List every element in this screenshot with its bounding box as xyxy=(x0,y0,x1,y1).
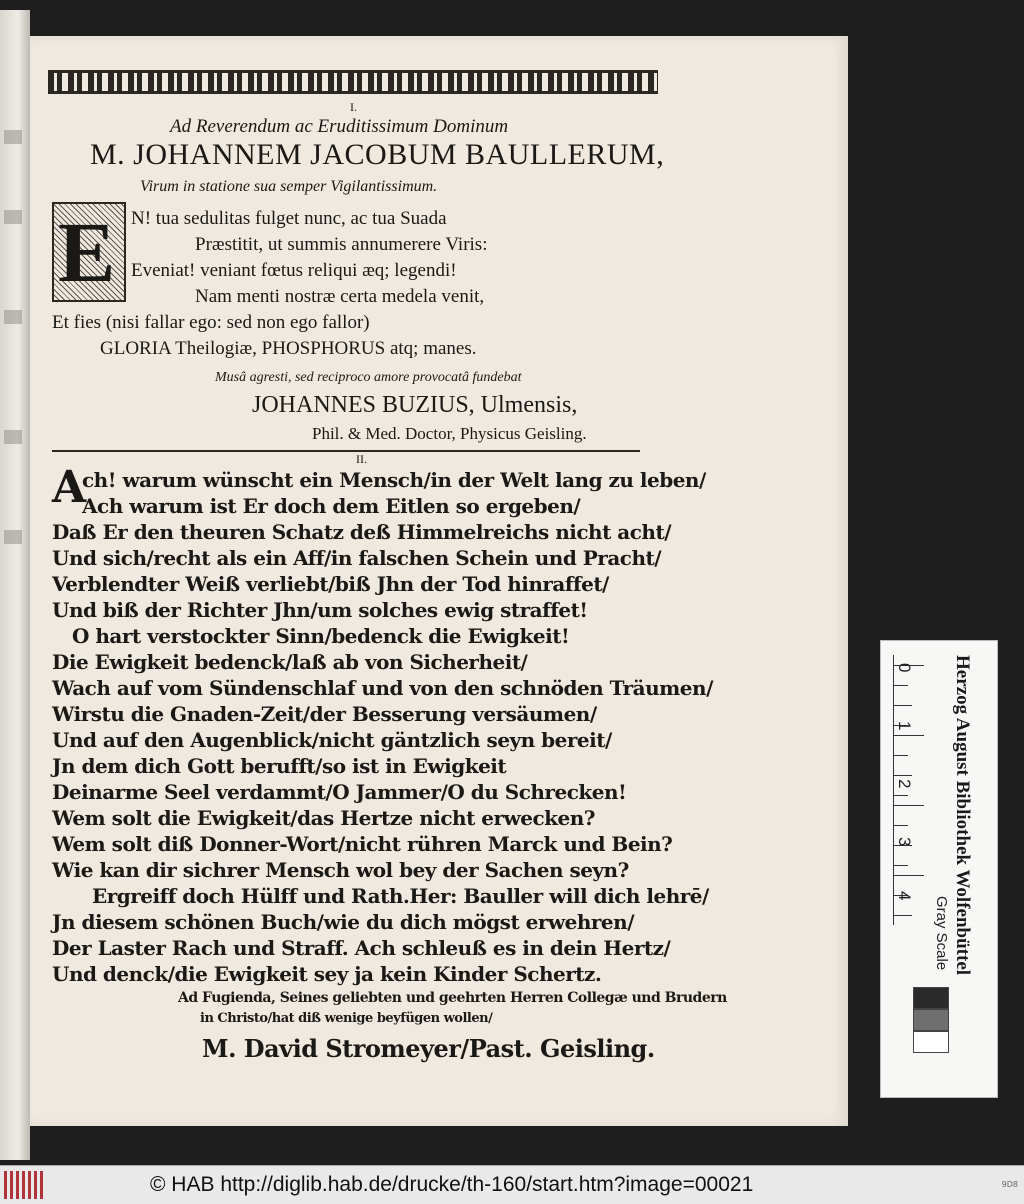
ruler-number: 1 xyxy=(895,721,914,731)
german-verse: Ach warum ist Er doch dem Eitlen so ergeben/ xyxy=(82,494,581,518)
hab-logo-icon xyxy=(4,1171,44,1199)
cm-ruler xyxy=(893,655,934,925)
german-verse: Und biß der Richter Jhn/um solches ewig straffet! xyxy=(52,598,588,622)
latin-verse: N! tua sedulitas fulget nunc, ac tua Suada xyxy=(131,208,447,229)
german-verse: Deinarme Seel verdammt/O Jammer/O du Schrecken! xyxy=(52,780,627,804)
german-verse: Die Ewigkeit bedenck/laß ab von Sicherheit/ xyxy=(52,650,528,674)
german-verse: O hart verstockter Sinn/bedenck die Ewigkeit! xyxy=(72,624,570,648)
author1-note: Musâ agresti, sed reciproco amore provocatâ fundebat xyxy=(215,370,522,385)
honoree-epithet: Virum in statione sua semper Vigilantissimum. xyxy=(140,178,438,195)
german-verse: Wem solt die Ewigkeit/das Hertze nicht erwecken? xyxy=(52,806,596,830)
german-verse: Wie kan dir sichrer Mensch wol bey der Sachen seyn? xyxy=(52,858,629,882)
author1-title: Phil. & Med. Doctor, Physicus Geisling. xyxy=(312,424,587,443)
color-calibration-card xyxy=(880,640,998,1098)
latin-verse: Nam menti nostræ certa medela venit, xyxy=(195,286,485,307)
german-verse: Verblendter Weiß verliebt/biß Jhn der Tod hinraffet/ xyxy=(52,572,609,596)
german-verse: Daß Er den theuren Schatz deß Himmelreichs nicht acht/ xyxy=(52,520,671,544)
author2-note: Ad Fugienda, Seines geliebten und geehrten Herren Collegæ und Brudern xyxy=(178,990,727,1006)
german-verse: Der Laster Rach und Straff. Ach schleuß es in dein Hertz/ xyxy=(52,936,671,960)
latin-verse: Eveniat! veniant fœtus reliqui æq; legendi! xyxy=(131,260,457,281)
german-verse: Und auf den Augenblick/nicht gäntzlich seyn bereit/ xyxy=(52,728,612,752)
ruler-number: 2 xyxy=(895,779,914,789)
german-verse: Wach auf vom Sündenschlaf und von den schnöden Träumen/ xyxy=(52,676,713,700)
initial-letter: E xyxy=(58,204,116,300)
german-verse: Ergreiff doch Hülff und Rath.Her: Bauller will dich lehrē/ xyxy=(92,884,709,908)
latin-verse: GLORIA Theilogiæ, PHOSPHORUS atq; manes. xyxy=(100,338,477,359)
initial-letter-2: A xyxy=(52,462,87,513)
ruler-number: 3 xyxy=(895,837,914,847)
section-marker-2: II. xyxy=(356,452,367,466)
author1-name: JOHANNES BUZIUS, Ulmensis, xyxy=(252,392,578,418)
german-verse: ch! warum wünscht ein Mensch/in der Welt lang zu leben/ xyxy=(82,468,706,492)
german-verse: Und sich/recht als ein Aff/in falschen Schein und Pracht/ xyxy=(52,546,662,570)
printed-page xyxy=(30,36,848,1126)
gray-swatch-dark xyxy=(913,987,949,1009)
scan-code: 9D8 xyxy=(1001,1180,1018,1189)
section-marker-1: I. xyxy=(350,100,357,114)
gray-scale-label: Gray Scale xyxy=(933,896,950,971)
german-verse: Jn diesem schönen Buch/wie du dich mögst erwehren/ xyxy=(52,910,634,934)
ornamental-initial xyxy=(52,202,126,302)
author2-note: in Christo/hat diß wenige beyfügen wollen/ xyxy=(200,1011,493,1026)
latin-verse: Præstitit, ut summis annumerere Viris: xyxy=(195,234,488,255)
footer-bar xyxy=(0,1165,1024,1204)
ruler-number: 0 xyxy=(895,663,914,673)
ruler-number: 4 xyxy=(895,891,914,901)
ornament-border xyxy=(48,70,658,94)
gray-swatch-white xyxy=(913,1031,949,1053)
german-verse: Wirstu die Gnaden-Zeit/der Besserung versäumen/ xyxy=(52,702,597,726)
german-verse: Und denck/die Ewigkeit sey ja kein Kinder Schertz. xyxy=(52,962,602,986)
gray-swatch-mid xyxy=(913,1009,949,1031)
german-verse: Jn dem dich Gott berufft/so ist in Ewigkeit xyxy=(52,754,507,778)
author2-signature: M. David Stromeyer/Past. Geisling. xyxy=(202,1034,655,1063)
honoree-name: M. JOHANNEM JACOBUM BAULLERUM, xyxy=(90,138,665,171)
institution-name: Herzog August Bibliothek Wolfenbüttel xyxy=(952,655,973,976)
german-verse: Wem solt diß Donner-Wort/nicht rühren Marck und Bein? xyxy=(52,832,673,856)
latin-verse: Et fies (nisi fallar ego: sed non ego fallor) xyxy=(52,312,370,333)
section-rule xyxy=(52,450,640,452)
adjacent-page-edge xyxy=(0,10,30,1160)
dedication-line: Ad Reverendum ac Eruditissimum Dominum xyxy=(170,116,509,137)
copyright-link[interactable]: © HAB http://diglib.hab.de/drucke/th-160/start.htm?image=00021 xyxy=(150,1173,754,1196)
